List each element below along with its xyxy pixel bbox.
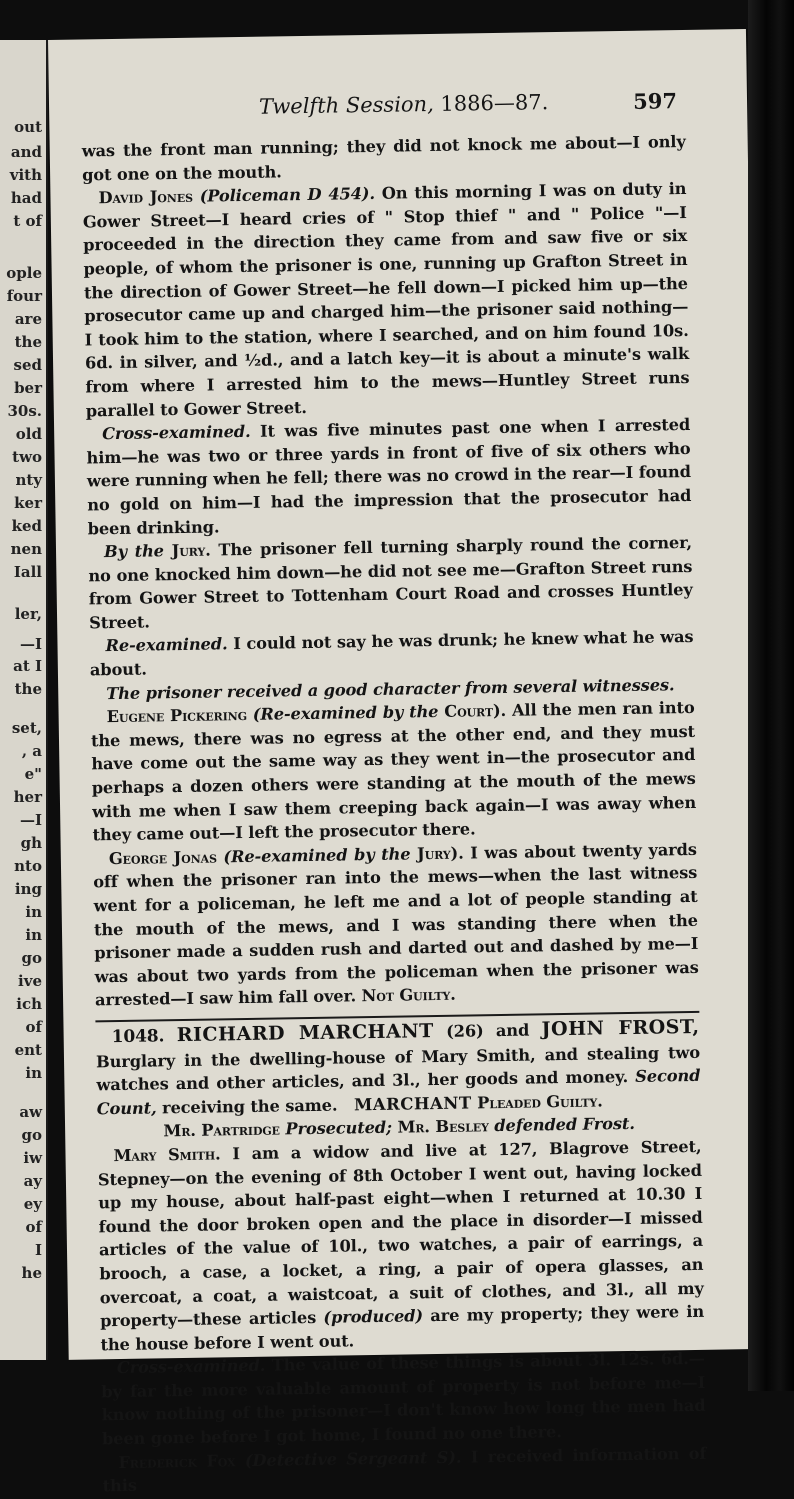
margin-fragment: nty (15, 471, 42, 489)
verdict: Not Guilty. (361, 985, 456, 1006)
testimony-text: The value of these things is about 3l. 12s. 6d.—by far the more valuable amount of property is not before me—I know nothing of the prisoner—I don't know how long the men had been gone before I got home, I found no one there. (101, 1349, 706, 1449)
witness-role: (Detective Sergeant S). (244, 1447, 462, 1470)
page-header (49, 87, 747, 128)
margin-fragment: he (21, 1264, 42, 1282)
paragraph-testimony-pickering (90, 696, 696, 847)
section-label: Cross-examined. (116, 1356, 266, 1378)
paragraph-character-note: The prisoner received a good character from several witnesses. (106, 674, 675, 703)
margin-fragment: four (6, 287, 42, 305)
paragraph-testimony-fox (102, 1441, 707, 1498)
defendant-name: RICHARD MARCHANT (176, 1020, 434, 1047)
margin-fragment: ich (16, 995, 42, 1013)
witness-role: (Policeman D 454). (199, 184, 376, 206)
plea: Pleaded Guilty. (477, 1091, 603, 1113)
adjacent-page-margin (0, 40, 48, 1360)
margin-fragment: aw (19, 1103, 42, 1121)
witness-role-sc: Court). (444, 701, 507, 722)
second-count-label: Second Count, (96, 1066, 701, 1119)
margin-fragment: are (14, 310, 42, 328)
testimony-text: I am a widow and live at 127, Blagrove Street, Stepney—on the evening of 8th October I went out, having locked up my house, about half-past eight—when I returned at 10.30 I found the door broken open and the place in disorder—I missed articles of the value of 10l., two watches, a pair of earrings, a brooch, a case, a locket, a ring, a pair of opera glasses, an overcoat, a coat, a waistcoat, a suit of clothes, and 3l., all my property—these articles (97, 1136, 704, 1331)
margin-fragment: I (34, 1241, 42, 1259)
conjunction: and (495, 1020, 530, 1041)
margin-fragment: ing (14, 880, 42, 898)
margin-fragment: and (10, 143, 42, 161)
section-label: By the (103, 541, 165, 562)
margin-fragment: ler, (14, 605, 42, 623)
margin-fragment: her (13, 788, 42, 806)
paragraph-testimony-smith (97, 1135, 704, 1357)
paragraph-jury (88, 531, 693, 635)
margin-fragment: —I (19, 635, 42, 653)
produced-note: (produced) (323, 1306, 424, 1327)
margin-fragment: at I (13, 657, 42, 675)
document-page (48, 29, 767, 1496)
defendant-age: (26) (446, 1021, 484, 1041)
testimony-text: I received information of this (102, 1443, 707, 1496)
witness-role-sc: Jury). (416, 843, 464, 864)
margin-fragment: of (25, 1018, 42, 1036)
margin-fragment: set, (11, 719, 42, 737)
margin-fragment: ber (14, 379, 42, 397)
running-head-years: 1886—87. (433, 90, 549, 116)
charge-text: Burglary in the dwelling-house of Mary Smith, and stealing two watches and other articles, and 3l., her goods and money. (95, 1042, 701, 1095)
testimony-text: I could not say he was drunk; he knew what he was about. (89, 627, 694, 680)
plea-defendant: MARCHANT (353, 1093, 472, 1115)
case-number: 1048. (111, 1026, 165, 1048)
testimony-text: It was five minutes past one when I arrested him—he was two or three yards in front of five of six others who were running when he fell; there was no crowd in the rear—I found no gold on him—I had the impression that the prosecutor had been drinking. (86, 415, 692, 538)
margin-fragment: vith (9, 166, 42, 184)
margin-fragment: nto (14, 857, 42, 875)
margin-fragment: ey (23, 1195, 42, 1213)
counsel-name: Mr. Partridge (163, 1119, 281, 1141)
testimony-text: The prisoner fell turning sharply round the corner, no one knocked him down—he did not see me—Grafton Street runs from Gower Street to Tottenham Court Road and crosses Huntley Street. (88, 533, 693, 633)
counsel-name: Mr. Besley (397, 1116, 489, 1137)
witness-name: David Jones (98, 186, 194, 208)
running-head-title: Twelfth Session, (258, 91, 434, 119)
witness-name: Frederick Fox (118, 1450, 236, 1472)
section-label: Cross-examined. (102, 421, 251, 444)
margin-fragment: sed (13, 356, 42, 374)
paragraph-cross-examination (86, 413, 692, 540)
margin-fragment: in (25, 926, 42, 944)
paragraph: was the front man running; they did not knock me about—I only got one on the mouth. (81, 131, 686, 185)
margin-fragment: ople (6, 264, 42, 282)
section-label-sc: Jury. (171, 540, 211, 561)
paragraph-testimony-jones (82, 177, 690, 422)
margin-fragment: of (25, 1218, 42, 1236)
margin-fragment: 30s. (7, 402, 42, 420)
margin-fragment: nen (10, 540, 42, 558)
margin-fragment: ay (23, 1172, 42, 1190)
margin-fragment: ent (14, 1041, 42, 1059)
paragraph-cross-examination (101, 1347, 706, 1451)
running-head (259, 90, 549, 119)
testimony-text: are my property; they were in the house before I went out. (100, 1301, 705, 1355)
margin-fragment: ker (14, 494, 42, 512)
margin-fragment: , a (21, 742, 42, 760)
witness-name: Mary Smith. (113, 1144, 221, 1166)
margin-fragment: go (21, 1126, 42, 1144)
paragraph-testimony-jonas (93, 838, 700, 1013)
charge-text: receiving the same. (156, 1095, 338, 1118)
testimony-text: All the men ran into the mews, there was no egress at the other end, and they must have come out the same way as they went in—the prosecutor and perhaps a dozen others were standing at the mouth of the mews with me when I saw them creeping back again—I was away when they came out—I left the prosecutor there. (90, 698, 697, 845)
witness-role: (Re-examined by the (223, 844, 411, 867)
margin-fragment: old (15, 425, 42, 443)
margin-fragment: iw (23, 1149, 42, 1167)
book-edge (748, 0, 794, 1391)
case-heading (95, 1016, 700, 1121)
margin-fragment: the (14, 680, 42, 698)
margin-fragment: the (14, 333, 42, 351)
margin-fragment: had (10, 189, 42, 207)
witness-role: (Re-examined by the (252, 702, 439, 725)
page-body (82, 130, 707, 1498)
witness-name: George Jonas (108, 847, 217, 868)
margin-fragment: in (25, 903, 42, 921)
testimony-text: On this morning I was on duty in Gower Street—I heard cries of " Stop thief " and " Police "—I proceeded in the direction they came from and saw five or six people, of whom the prisoner is one, running up Grafton Street in the direction of Gower Street—he fell down—I picked him up—the prosecutor came up and charged him—the prisoner said nothing—I took him to the station, where I searched, and on him found 10s. 6d. in silver, and ½d., and a latch key—it is about a minute's walk from where I arrested him to the mews—Huntley Street runs parallel to Gower Street. (82, 179, 690, 420)
margin-fragment: ive (18, 972, 42, 990)
margin-fragment: t of (13, 212, 42, 230)
witness-name: Eugene Pickering (106, 705, 248, 727)
counsel-role: Prosecuted; (285, 1118, 393, 1139)
margin-fragment: in (25, 1064, 42, 1082)
section-label: Re-examined. (105, 634, 228, 656)
margin-fragment: ked (11, 517, 42, 535)
margin-fragment: e" (24, 765, 42, 783)
margin-fragment: —I (19, 811, 42, 829)
page-number: 597 (632, 88, 678, 114)
margin-fragment: Iall (13, 563, 42, 581)
margin-fragment: out (14, 118, 42, 136)
margin-fragment: gh (20, 834, 42, 852)
margin-fragment: two (12, 448, 42, 466)
counsel-role: defended Frost. (494, 1114, 635, 1136)
margin-fragment: go (21, 949, 42, 967)
testimony-text: I was about twenty yards off when the prisoner ran into the mews—when the last witness went for a policeman, he left me and a lot of people standing at the mouth of the mews, and I was standing there when the prisoner made a sudden rush and darted out and dashed by me—I was about two yards from the policeman when the prisoner was arrested—I saw him fall over. (93, 839, 699, 1010)
defendant-name: JOHN FROST, (541, 1015, 700, 1041)
